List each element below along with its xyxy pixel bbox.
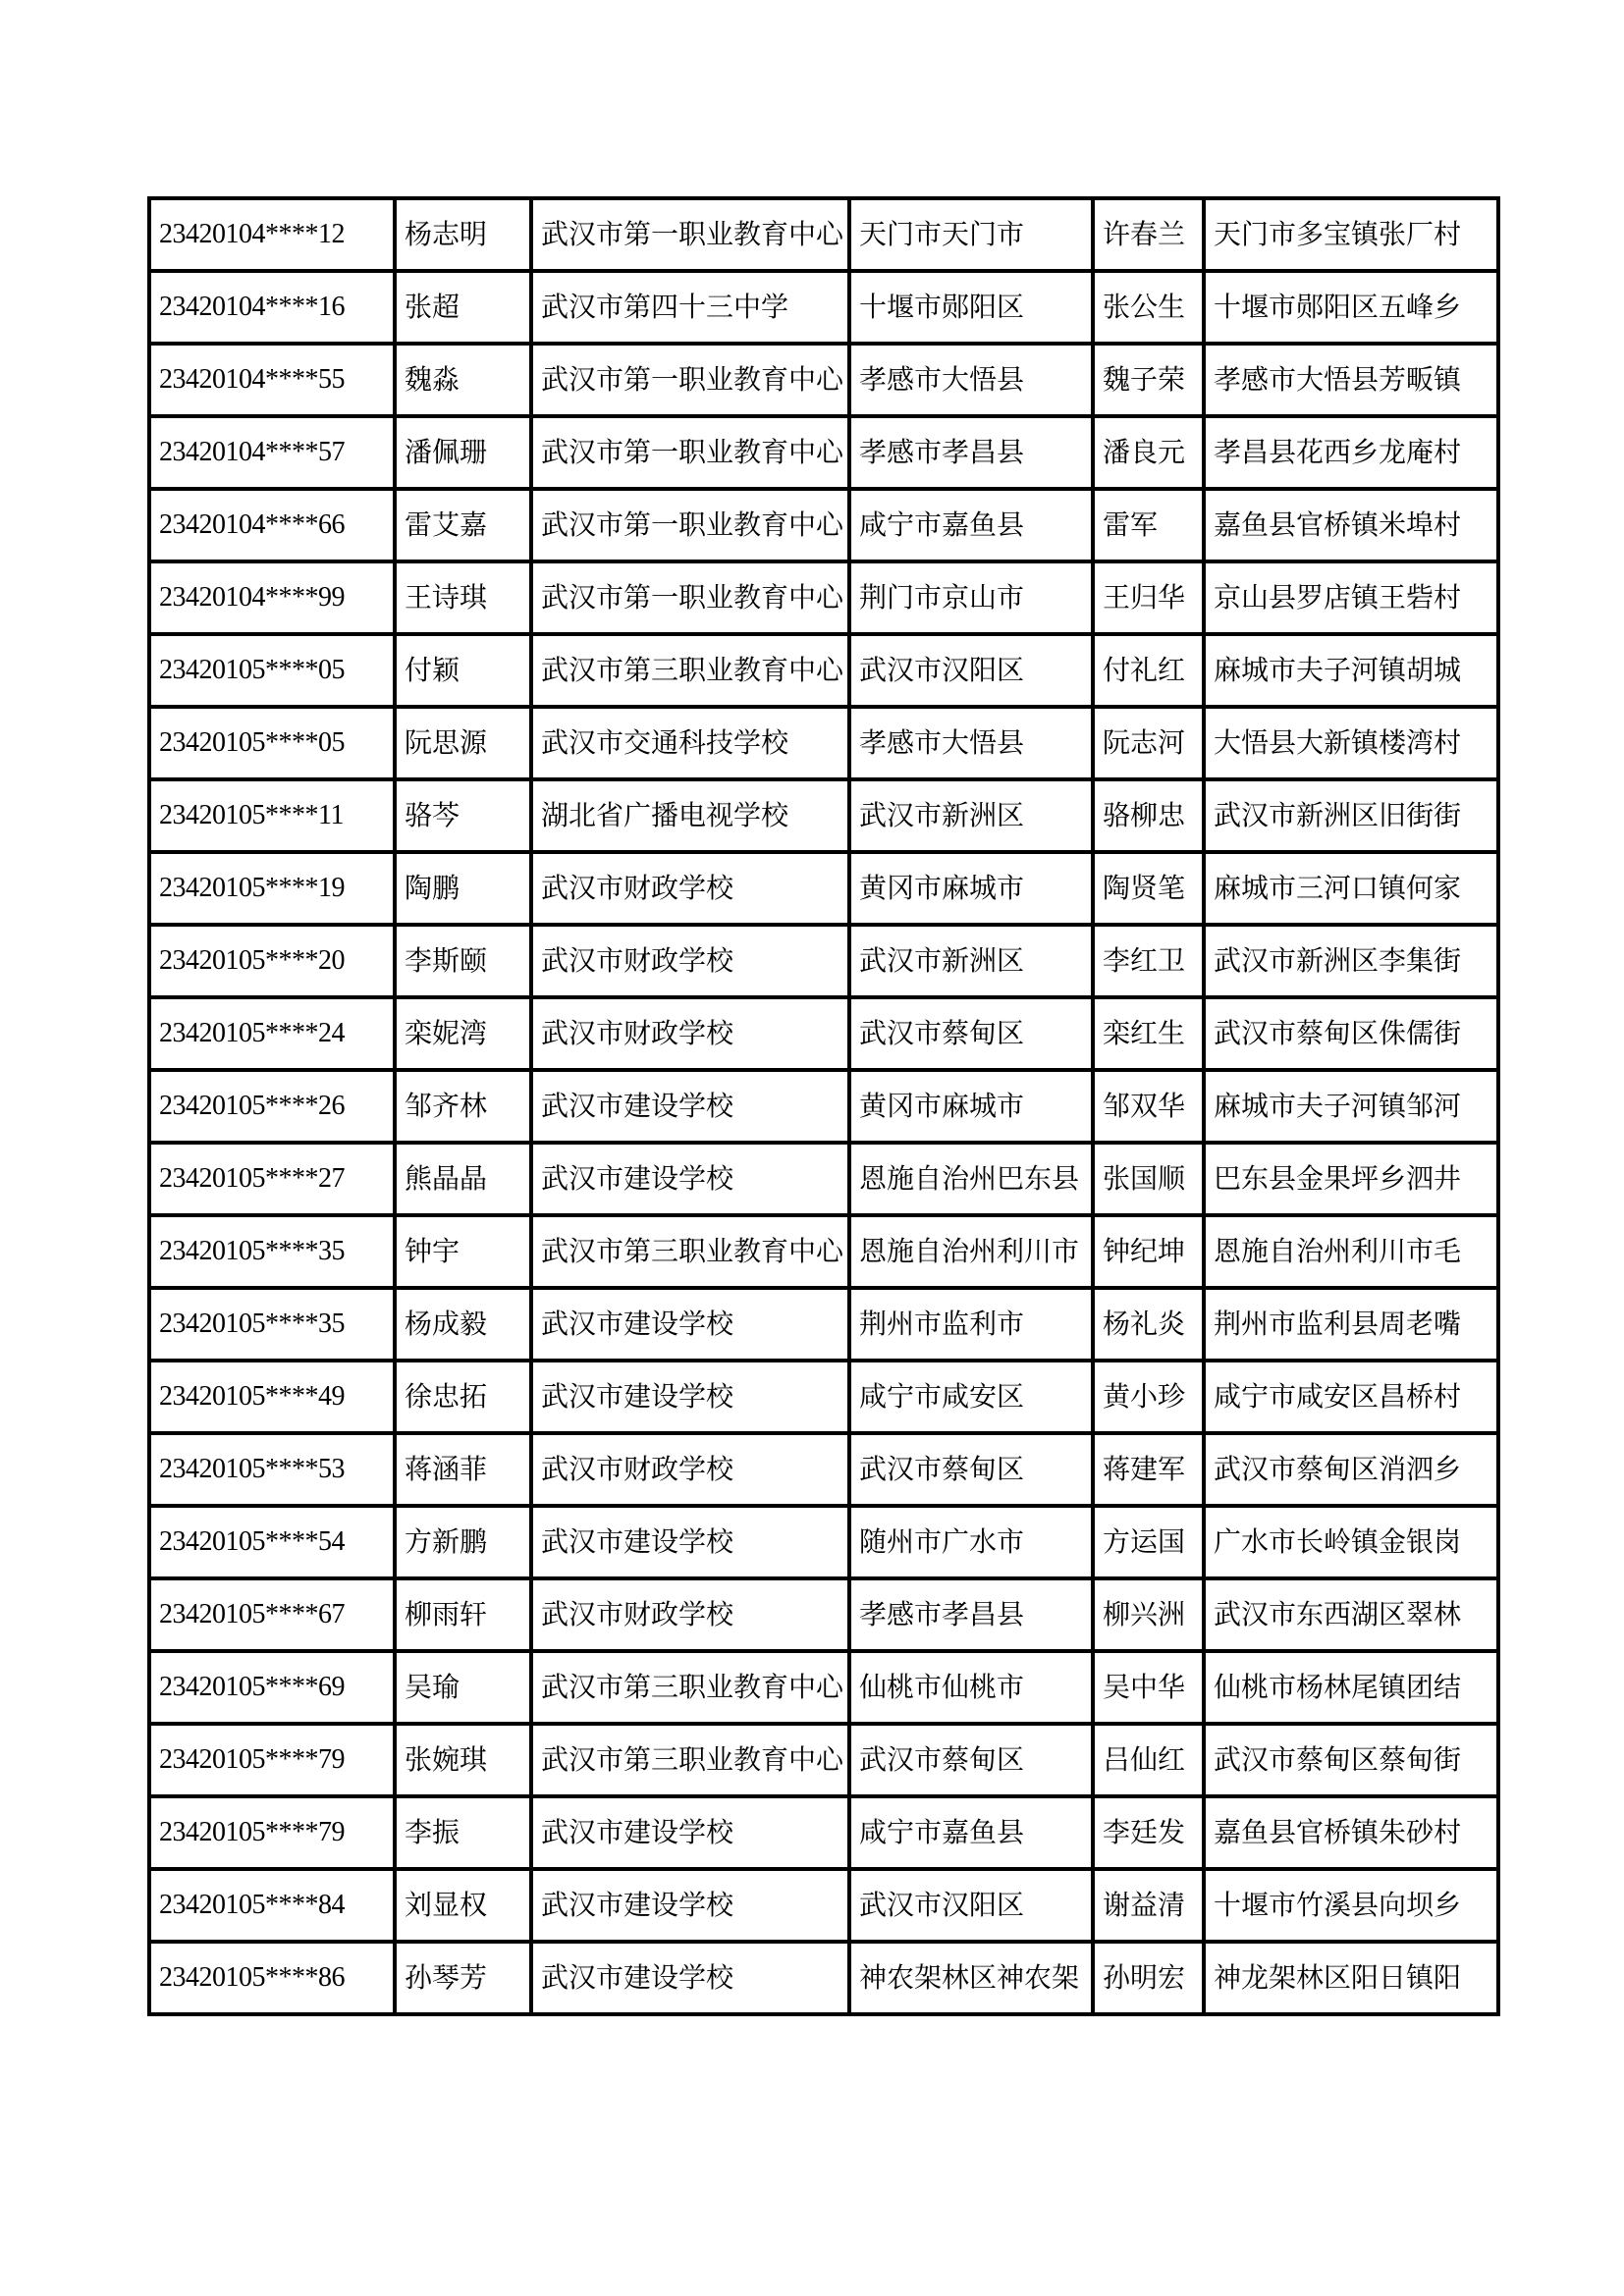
school-cell: 武汉市交通科技学校 — [531, 707, 849, 779]
origin-cell: 孝感市大悟县 — [849, 707, 1093, 779]
address-cell: 嘉鱼县官桥镇米埠村 — [1204, 489, 1498, 561]
address-cell: 神龙架林区阳日镇阳 — [1204, 1942, 1498, 2014]
table-row — [149, 1215, 1498, 1288]
student-name-cell: 潘佩珊 — [395, 416, 531, 489]
table-row — [149, 489, 1498, 561]
origin-cell: 武汉市新洲区 — [849, 925, 1093, 997]
address-cell: 孝感市大悟县芳畈镇 — [1204, 344, 1498, 416]
origin-cell: 孝感市大悟县 — [849, 344, 1093, 416]
student-name-cell: 熊晶晶 — [395, 1143, 531, 1215]
origin-cell: 武汉市新洲区 — [849, 779, 1093, 852]
guardian-cell: 许春兰 — [1093, 198, 1204, 271]
student-name-cell: 孙琴芳 — [395, 1942, 531, 2014]
guardian-cell: 蒋建军 — [1093, 1433, 1204, 1506]
student-name-cell: 柳雨轩 — [395, 1578, 531, 1651]
student-id-cell: 23420105****19 — [149, 852, 395, 925]
school-cell: 武汉市第一职业教育中心 — [531, 344, 849, 416]
school-cell: 武汉市第四十三中学 — [531, 271, 849, 344]
table-row — [149, 1942, 1498, 2014]
school-cell: 武汉市财政学校 — [531, 997, 849, 1070]
guardian-cell: 李廷发 — [1093, 1796, 1204, 1869]
student-id-cell: 23420105****86 — [149, 1942, 395, 2014]
roster-body — [149, 198, 1498, 2014]
origin-cell: 黄冈市麻城市 — [849, 852, 1093, 925]
address-cell: 十堰市郧阳区五峰乡 — [1204, 271, 1498, 344]
table-row — [149, 271, 1498, 344]
table-row — [149, 344, 1498, 416]
school-cell: 武汉市建设学校 — [531, 1869, 849, 1942]
origin-cell: 武汉市汉阳区 — [849, 1869, 1093, 1942]
school-cell: 武汉市建设学校 — [531, 1506, 849, 1578]
guardian-cell: 杨礼炎 — [1093, 1288, 1204, 1361]
address-cell: 恩施自治州利川市毛 — [1204, 1215, 1498, 1288]
address-cell: 武汉市蔡甸区消泗乡 — [1204, 1433, 1498, 1506]
student-id-cell: 23420105****67 — [149, 1578, 395, 1651]
guardian-cell: 潘良元 — [1093, 416, 1204, 489]
school-cell: 武汉市第一职业教育中心 — [531, 561, 849, 634]
student-id-cell: 23420104****12 — [149, 198, 395, 271]
student-id-cell: 23420105****35 — [149, 1215, 395, 1288]
table-row — [149, 1578, 1498, 1651]
address-cell: 咸宁市咸安区昌桥村 — [1204, 1361, 1498, 1433]
table-row — [149, 925, 1498, 997]
guardian-cell: 钟纪坤 — [1093, 1215, 1204, 1288]
student-name-cell: 方新鹏 — [395, 1506, 531, 1578]
table-row — [149, 707, 1498, 779]
address-cell: 武汉市蔡甸区蔡甸街 — [1204, 1724, 1498, 1796]
table-row — [149, 852, 1498, 925]
origin-cell: 武汉市蔡甸区 — [849, 1724, 1093, 1796]
guardian-cell: 陶贤笔 — [1093, 852, 1204, 925]
school-cell: 武汉市第一职业教育中心 — [531, 416, 849, 489]
address-cell: 天门市多宝镇张厂村 — [1204, 198, 1498, 271]
student-name-cell: 张婉琪 — [395, 1724, 531, 1796]
address-cell: 麻城市夫子河镇邹河 — [1204, 1070, 1498, 1143]
school-cell: 武汉市财政学校 — [531, 1578, 849, 1651]
student-name-cell: 吴瑜 — [395, 1651, 531, 1724]
table-row — [149, 1651, 1498, 1724]
guardian-cell: 吕仙红 — [1093, 1724, 1204, 1796]
student-name-cell: 邹齐林 — [395, 1070, 531, 1143]
guardian-cell: 骆柳忠 — [1093, 779, 1204, 852]
student-id-cell: 23420105****05 — [149, 707, 395, 779]
table-row — [149, 1143, 1498, 1215]
guardian-cell: 谢益清 — [1093, 1869, 1204, 1942]
address-cell: 武汉市蔡甸区侏儒街 — [1204, 997, 1498, 1070]
address-cell: 武汉市新洲区李集街 — [1204, 925, 1498, 997]
guardian-cell: 李红卫 — [1093, 925, 1204, 997]
school-cell: 武汉市第一职业教育中心 — [531, 198, 849, 271]
guardian-cell: 吴中华 — [1093, 1651, 1204, 1724]
school-cell: 武汉市第三职业教育中心 — [531, 634, 849, 707]
student-id-cell: 23420105****20 — [149, 925, 395, 997]
student-id-cell: 23420105****49 — [149, 1361, 395, 1433]
address-cell: 麻城市三河口镇何家 — [1204, 852, 1498, 925]
guardian-cell: 张国顺 — [1093, 1143, 1204, 1215]
student-name-cell: 王诗琪 — [395, 561, 531, 634]
student-id-cell: 23420104****55 — [149, 344, 395, 416]
student-name-cell: 魏淼 — [395, 344, 531, 416]
student-name-cell: 李斯颐 — [395, 925, 531, 997]
origin-cell: 神农架林区神农架 — [849, 1942, 1093, 2014]
address-cell: 嘉鱼县官桥镇朱砂村 — [1204, 1796, 1498, 1869]
table-row — [149, 416, 1498, 489]
origin-cell: 咸宁市嘉鱼县 — [849, 1796, 1093, 1869]
student-id-cell: 23420104****16 — [149, 271, 395, 344]
guardian-cell: 付礼红 — [1093, 634, 1204, 707]
guardian-cell: 孙明宏 — [1093, 1942, 1204, 2014]
guardian-cell: 方运国 — [1093, 1506, 1204, 1578]
school-cell: 湖北省广播电视学校 — [531, 779, 849, 852]
student-name-cell: 徐忠拓 — [395, 1361, 531, 1433]
guardian-cell: 黄小珍 — [1093, 1361, 1204, 1433]
school-cell: 武汉市第一职业教育中心 — [531, 489, 849, 561]
student-id-cell: 23420105****27 — [149, 1143, 395, 1215]
student-id-cell: 23420105****79 — [149, 1724, 395, 1796]
student-id-cell: 23420104****66 — [149, 489, 395, 561]
origin-cell: 武汉市蔡甸区 — [849, 1433, 1093, 1506]
guardian-cell: 柳兴洲 — [1093, 1578, 1204, 1651]
address-cell: 孝昌县花西乡龙庵村 — [1204, 416, 1498, 489]
student-id-cell: 23420105****26 — [149, 1070, 395, 1143]
address-cell: 仙桃市杨林尾镇团结 — [1204, 1651, 1498, 1724]
student-name-cell: 杨志明 — [395, 198, 531, 271]
student-id-cell: 23420104****57 — [149, 416, 395, 489]
origin-cell: 咸宁市嘉鱼县 — [849, 489, 1093, 561]
school-cell: 武汉市建设学校 — [531, 1361, 849, 1433]
student-name-cell: 栾妮湾 — [395, 997, 531, 1070]
school-cell: 武汉市财政学校 — [531, 925, 849, 997]
school-cell: 武汉市建设学校 — [531, 1942, 849, 2014]
school-cell: 武汉市建设学校 — [531, 1070, 849, 1143]
guardian-cell: 邹双华 — [1093, 1070, 1204, 1143]
address-cell: 荆州市监利县周老嘴 — [1204, 1288, 1498, 1361]
student-id-cell: 23420105****79 — [149, 1796, 395, 1869]
student-name-cell: 雷艾嘉 — [395, 489, 531, 561]
origin-cell: 天门市天门市 — [849, 198, 1093, 271]
origin-cell: 恩施自治州利川市 — [849, 1215, 1093, 1288]
student-name-cell: 杨成毅 — [395, 1288, 531, 1361]
table-row — [149, 561, 1498, 634]
student-name-cell: 蒋涵菲 — [395, 1433, 531, 1506]
guardian-cell: 雷军 — [1093, 489, 1204, 561]
origin-cell: 孝感市孝昌县 — [849, 416, 1093, 489]
guardian-cell: 栾红生 — [1093, 997, 1204, 1070]
origin-cell: 武汉市汉阳区 — [849, 634, 1093, 707]
table-row — [149, 1433, 1498, 1506]
student-id-cell: 23420105****84 — [149, 1869, 395, 1942]
school-cell: 武汉市建设学校 — [531, 1143, 849, 1215]
student-name-cell: 钟宇 — [395, 1215, 531, 1288]
student-id-cell: 23420104****99 — [149, 561, 395, 634]
table-row — [149, 1070, 1498, 1143]
address-cell: 广水市长岭镇金银岗 — [1204, 1506, 1498, 1578]
school-cell: 武汉市第三职业教育中心 — [531, 1651, 849, 1724]
guardian-cell: 张公生 — [1093, 271, 1204, 344]
address-cell: 武汉市东西湖区翠林 — [1204, 1578, 1498, 1651]
school-cell: 武汉市第三职业教育中心 — [531, 1724, 849, 1796]
student-id-cell: 23420105****69 — [149, 1651, 395, 1724]
student-roster-table — [147, 196, 1500, 2016]
table-row — [149, 1724, 1498, 1796]
origin-cell: 仙桃市仙桃市 — [849, 1651, 1093, 1724]
origin-cell: 荆州市监利市 — [849, 1288, 1093, 1361]
student-name-cell: 阮思源 — [395, 707, 531, 779]
origin-cell: 荆门市京山市 — [849, 561, 1093, 634]
table-row — [149, 1361, 1498, 1433]
table-row — [149, 997, 1498, 1070]
table-row — [149, 198, 1498, 271]
table-row — [149, 1869, 1498, 1942]
student-id-cell: 23420105****53 — [149, 1433, 395, 1506]
student-id-cell: 23420105****54 — [149, 1506, 395, 1578]
student-id-cell: 23420105****11 — [149, 779, 395, 852]
student-id-cell: 23420105****24 — [149, 997, 395, 1070]
address-cell: 大悟县大新镇楼湾村 — [1204, 707, 1498, 779]
origin-cell: 恩施自治州巴东县 — [849, 1143, 1093, 1215]
origin-cell: 十堰市郧阳区 — [849, 271, 1093, 344]
school-cell: 武汉市建设学校 — [531, 1288, 849, 1361]
origin-cell: 黄冈市麻城市 — [849, 1070, 1093, 1143]
origin-cell: 咸宁市咸安区 — [849, 1361, 1093, 1433]
guardian-cell: 王归华 — [1093, 561, 1204, 634]
address-cell: 武汉市新洲区旧街街 — [1204, 779, 1498, 852]
school-cell: 武汉市财政学校 — [531, 1433, 849, 1506]
table-row — [149, 1796, 1498, 1869]
guardian-cell: 阮志河 — [1093, 707, 1204, 779]
table-row — [149, 1506, 1498, 1578]
school-cell: 武汉市财政学校 — [531, 852, 849, 925]
address-cell: 十堰市竹溪县向坝乡 — [1204, 1869, 1498, 1942]
address-cell: 巴东县金果坪乡泗井 — [1204, 1143, 1498, 1215]
origin-cell: 武汉市蔡甸区 — [849, 997, 1093, 1070]
student-name-cell: 刘显权 — [395, 1869, 531, 1942]
school-cell: 武汉市建设学校 — [531, 1796, 849, 1869]
address-cell: 京山县罗店镇王砦村 — [1204, 561, 1498, 634]
student-name-cell: 李振 — [395, 1796, 531, 1869]
table-row — [149, 1288, 1498, 1361]
student-name-cell: 张超 — [395, 271, 531, 344]
student-name-cell: 陶鹏 — [395, 852, 531, 925]
origin-cell: 随州市广水市 — [849, 1506, 1093, 1578]
guardian-cell: 魏子荣 — [1093, 344, 1204, 416]
student-name-cell: 付颖 — [395, 634, 531, 707]
student-id-cell: 23420105****35 — [149, 1288, 395, 1361]
student-id-cell: 23420105****05 — [149, 634, 395, 707]
student-name-cell: 骆芩 — [395, 779, 531, 852]
address-cell: 麻城市夫子河镇胡城 — [1204, 634, 1498, 707]
table-row — [149, 634, 1498, 707]
school-cell: 武汉市第三职业教育中心 — [531, 1215, 849, 1288]
table-row — [149, 779, 1498, 852]
origin-cell: 孝感市孝昌县 — [849, 1578, 1093, 1651]
